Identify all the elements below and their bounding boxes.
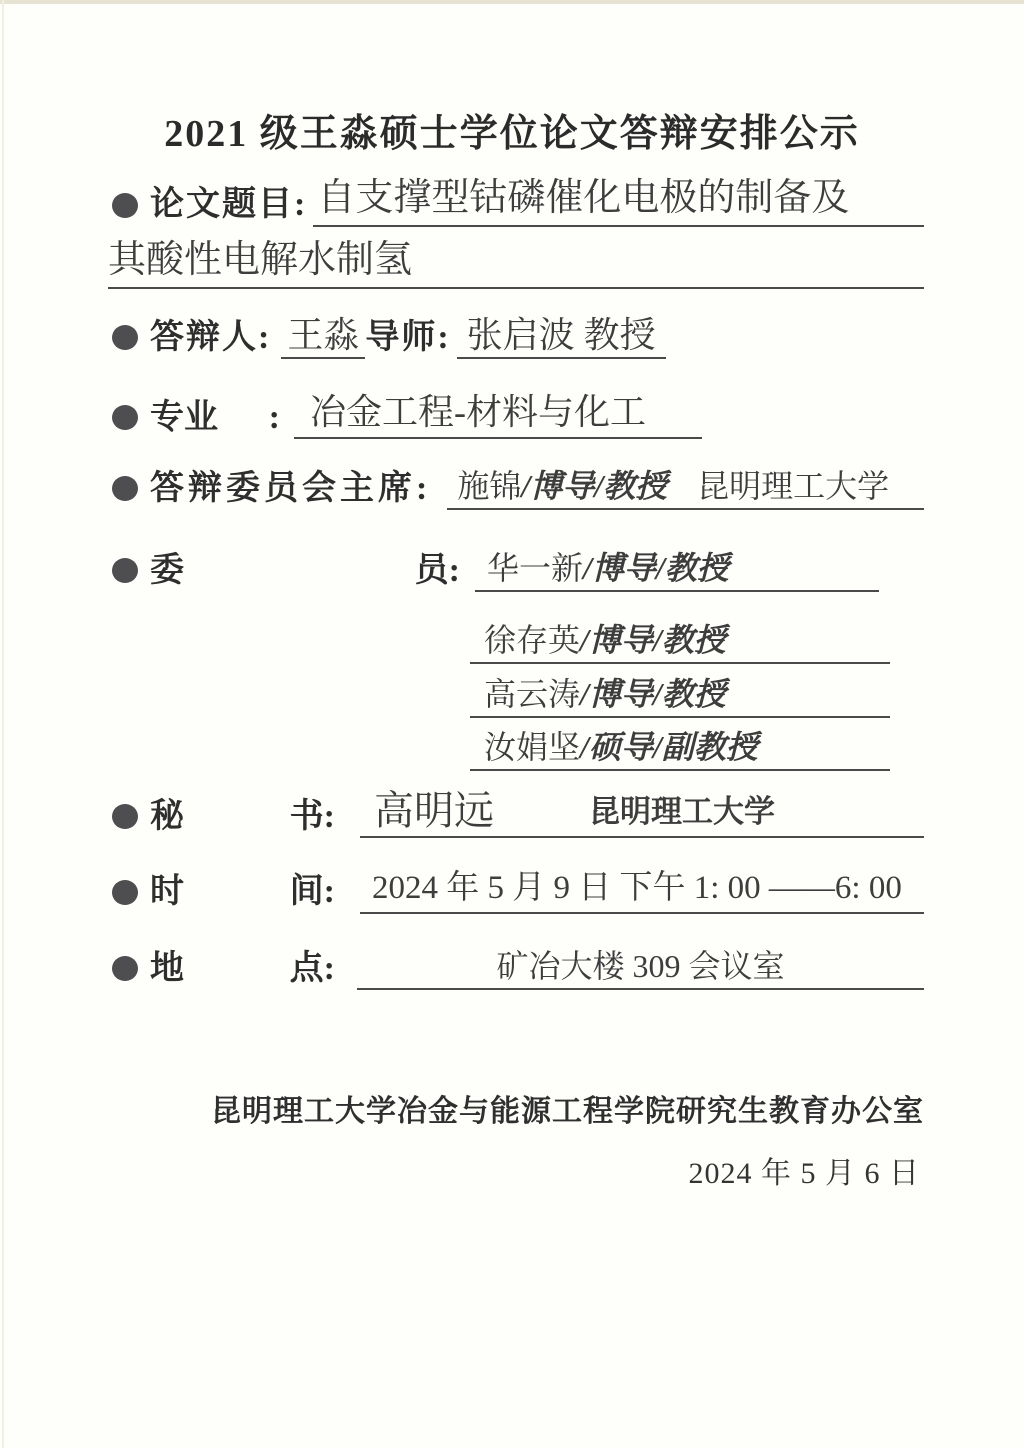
row-time	[112, 869, 924, 914]
member-entry	[470, 675, 890, 718]
bullet-icon	[112, 476, 138, 501]
member-entry	[475, 549, 879, 592]
defender-name: 王淼	[281, 314, 365, 359]
member-title: /博导/教授	[580, 676, 726, 712]
row-defender	[112, 314, 924, 359]
row-location	[112, 947, 924, 990]
time-label: 时 间:	[150, 873, 335, 911]
row-major	[112, 391, 924, 439]
supervisor-label: 导师:	[365, 318, 451, 356]
member-name: 高云涛	[484, 676, 581, 712]
member-name: 华一新	[487, 550, 584, 586]
bullet-icon	[112, 804, 138, 829]
time-value: 2024 年 5 月 9 日 下午 1: 00 ——6: 00	[360, 869, 924, 914]
secretary-name: 高明远	[374, 788, 494, 833]
chair-entry	[447, 467, 924, 510]
location-value: 矿冶大楼 309 会议室	[357, 947, 924, 990]
chair-title: /博导/教授	[521, 468, 668, 504]
bullet-icon	[112, 558, 138, 583]
major-value: 冶金工程-材料与化工	[294, 391, 702, 439]
thesis-title-value-line1: 自支撑型钴磷催化电极的制备及	[313, 176, 924, 227]
major-label: 专业 :	[150, 398, 280, 436]
footer-date: 2024 年 5 月 6 日	[688, 1157, 920, 1190]
member-entry	[470, 728, 890, 771]
bullet-icon	[112, 956, 138, 981]
bullet-icon	[112, 325, 138, 350]
bullet-icon	[112, 880, 138, 905]
member-name: 汝娟坚	[484, 729, 581, 765]
members-label: 委 员:	[150, 551, 460, 589]
supervisor-name: 张启波 教授	[457, 314, 666, 359]
secretary-entry	[360, 789, 924, 838]
member-title: /博导/教授	[580, 622, 726, 658]
row-committee-members	[112, 549, 924, 592]
row-secretary	[112, 789, 924, 838]
thesis-title-value-line2: 其酸性电解水制氢	[108, 238, 924, 289]
chair-affiliation: 昆明理工大学	[697, 468, 890, 504]
footer-office: 昆明理工大学冶金与能源工程学院研究生教育办公室	[211, 1095, 924, 1128]
defender-label: 答辩人:	[150, 318, 272, 356]
member-title: /博导/教授	[583, 550, 729, 586]
member-entry	[470, 621, 890, 664]
secretary-label: 秘 书:	[150, 797, 335, 835]
page-title: 2021 级王淼硕士学位论文答辩安排公示	[164, 113, 860, 155]
secretary-affiliation: 昆明理工大学	[589, 793, 775, 829]
member-name: 徐存英	[484, 622, 581, 658]
location-label: 地 点:	[150, 949, 335, 987]
scan-left-edge	[2, 0, 4, 1448]
member-title: /硕导/副教授	[580, 729, 758, 765]
bullet-icon	[112, 193, 138, 218]
row-thesis-title	[112, 176, 924, 227]
bullet-icon	[112, 405, 138, 430]
thesis-title-label: 论文题目:	[150, 186, 308, 224]
chair-name: 施锦	[457, 468, 522, 504]
row-committee-chair	[112, 467, 924, 510]
scan-top-edge	[0, 0, 1024, 4]
chair-label: 答辩委员会主席:	[150, 469, 432, 507]
